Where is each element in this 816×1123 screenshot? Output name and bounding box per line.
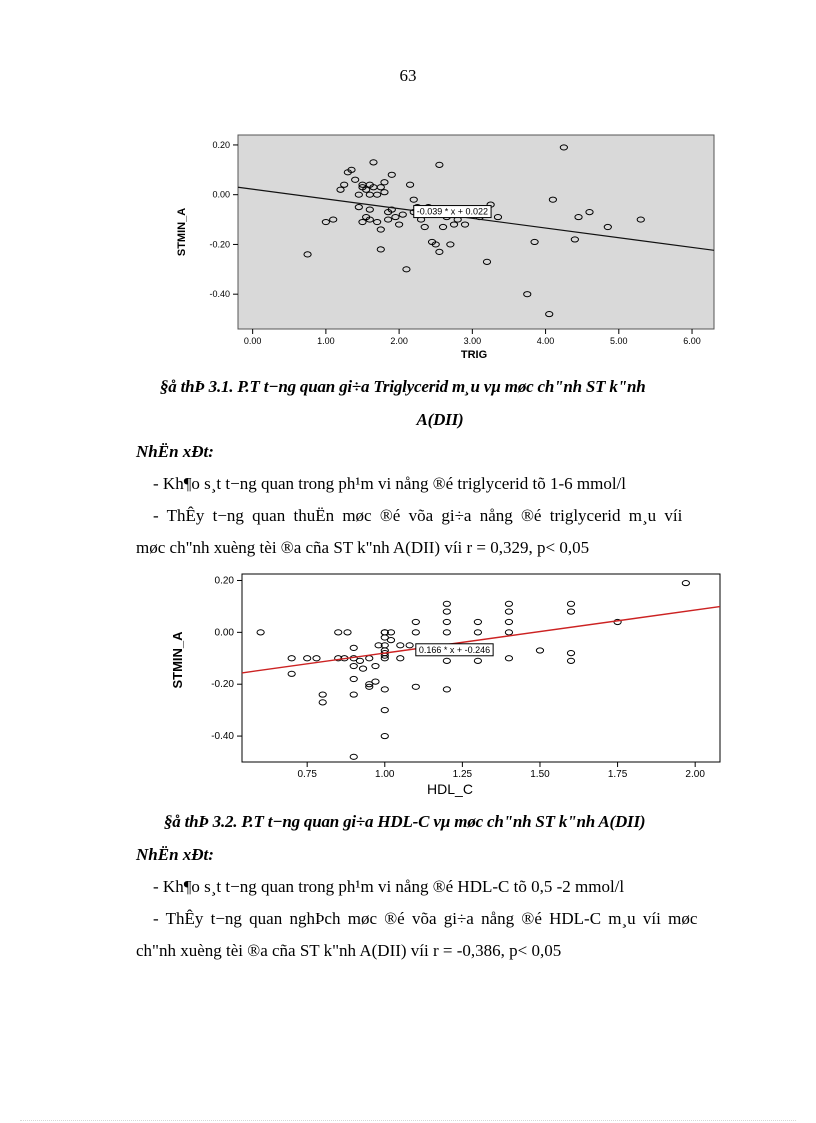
y-tick-label: 0.20 [212,139,230,150]
notes-1-line-1: - Kh¶o s¸t t−ng quan trong ph¹m vi nång ®é triglycerid tõ 1-6 mmol/l [153,474,626,493]
x-axis-label: HDL_C [427,781,473,797]
y-tick-label: -0.40 [209,289,230,300]
x-tick-label: 1.75 [607,769,628,780]
y-tick-label: -0.20 [209,239,230,250]
chart-hdl-scatter [160,570,730,802]
x-tick-label: 1.00 [317,336,335,346]
x-axis-label: TRIG [460,349,488,361]
x-tick-label: 1.50 [530,769,550,780]
notes-2-line-3: ch"nh xuèng tèi ®a cña ST k"nh A(DII) víi r = -0,386, p< 0,05 [136,941,562,960]
notes-2-line-1: - Kh¶o s¸t t−ng quan trong ph¹m vi nång ®é HDL-C tõ 0,5 -2 mmol/l [153,877,625,896]
x-tick-label: 1.00 [375,769,395,780]
x-tick-label: 5.00 [610,336,628,346]
x-tick-label: 0.75 [297,769,317,780]
x-tick-label: 1.25 [452,769,473,780]
figure-caption-1: §å thÞ 3.1. P.T t−ng quan gi÷a Triglycerid m¸u vµ møc ch"nh ST k"nh [160,377,646,396]
x-tick-label: 3.00 [463,336,482,346]
y-tick-label: 0.00 [214,627,234,639]
x-tick-label: 2.00 [685,769,705,780]
y-axis-label: STMIN_A [176,207,188,257]
y-tick-label: 0.20 [214,575,234,587]
page-number: 63 [399,66,417,85]
notes-heading-1: NhËn xÐt: [136,442,214,461]
y-tick-label: -0.40 [211,731,234,743]
y-axis-label: STMIN_A [170,631,185,689]
figure-caption-1-line2: A(DII) [416,410,464,429]
y-tick-label: 0.00 [212,189,230,200]
x-tick-label: 2.00 [390,336,408,346]
figure-caption-2: §å thÞ 3.2. P.T t−ng quan gi÷a HDL-C vµ møc ch"nh ST k"nh A(DII) [164,812,646,831]
plot-area [242,574,720,762]
x-tick-label: 6.00 [683,336,701,346]
y-tick-label: -0.20 [211,679,234,691]
notes-1-line-2: - ThÊy t−ng quan thuËn møc ®é võa gi÷a nång ®é triglycerid m¸u víi [153,506,683,525]
notes-heading-2: NhËn xÐt: [136,845,214,864]
notes-1-line-3: møc ch"nh xuèng tèi ®a cña ST k"nh A(DII) víi r = 0,329, p< 0,05 [136,538,590,557]
footer-rule [20,1120,796,1121]
x-tick-label: 0.00 [243,336,262,346]
plot-area [238,135,714,329]
notes-2-line-2: - ThÊy t−ng quan nghÞch møc ®é võa gi÷a nång ®é HDL-C m¸u víi møc [153,909,698,928]
fit-label: -0.039 * x + 0.022 [416,206,489,217]
chart-trig-scatter [160,128,730,368]
x-tick-label: 4.00 [536,336,555,346]
fit-label: 0.166 * x + -0.246 [418,644,491,655]
